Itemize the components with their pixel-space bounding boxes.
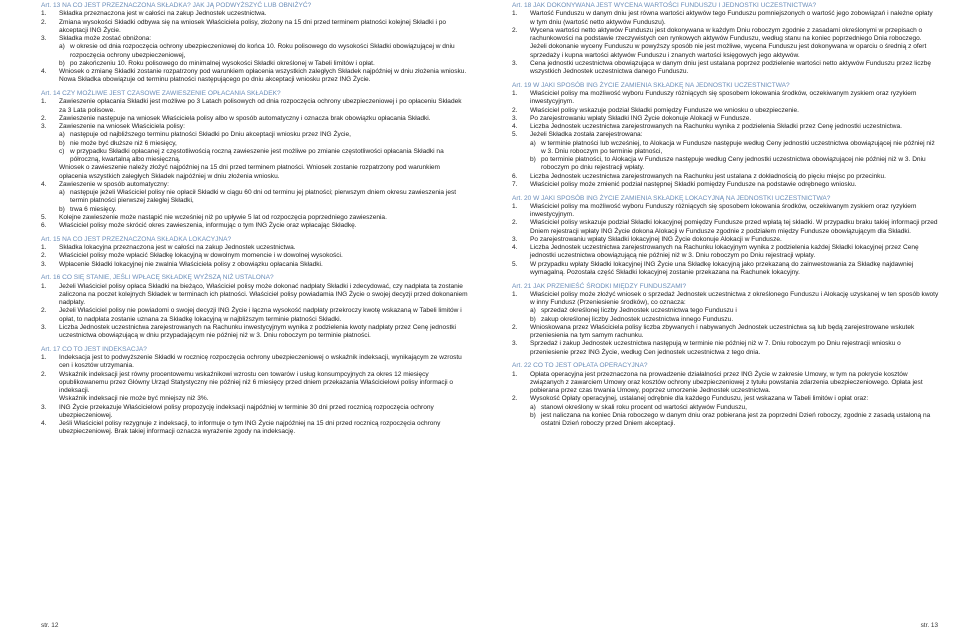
numbered-paragraph bbox=[512, 395, 939, 403]
item-number: 2. bbox=[41, 252, 47, 260]
item-text: Jeżeli Składka została zarejestrowana: bbox=[530, 131, 643, 139]
item-number: 3. bbox=[41, 260, 47, 268]
numbered-paragraph bbox=[41, 371, 468, 396]
item-text: Jeżeli Właściciel polisy opłaca Składki na bieżąco, Właściciel polisy może dokonać nadpłaty Składki i zdecydować, czy nadpłata ta zostanie zaliczona na poczet kolejnych Składek w terminach ich płatności. Właściciel polisy powiadamia ING Życie o swojej decyzji przed dokonaniem nadpłaty. bbox=[59, 282, 468, 306]
sub-item bbox=[41, 60, 468, 68]
numbered-paragraph bbox=[512, 131, 939, 139]
item-number: 1. bbox=[512, 202, 518, 210]
item-text: nie może być dłuższe niż 6 miesięcy, bbox=[70, 139, 177, 147]
item-number: 3. bbox=[512, 340, 518, 348]
item-text: Właściciel polisy ma możliwość wyboru Funduszy różniących się sposobem lokowania środków, oczekiwanym zyskiem oraz ryzykiem inwestycyjnym. bbox=[530, 202, 917, 218]
item-text: Po zarejestrowaniu wpłaty Składki lokacyjnej ING Życie dokonuje Alokacji w Fundusze. bbox=[530, 235, 782, 243]
item-number: 3. bbox=[41, 123, 47, 130]
item-number: b) bbox=[530, 411, 536, 419]
item-number: a) bbox=[59, 131, 65, 139]
item-text: Zawieszenie opłacania Składki jest możliwe po 3 Latach polisowych od dnia rozpoczęcia ochrony ubezpieczeniowej i po opłaceniu Składek za 3 Lata polisowe. bbox=[59, 98, 462, 114]
article-heading: Art. 14 CZY MOŻLIWE JEST CZASOWE ZAWIESZENIE OPŁACANIA SKŁADEK? bbox=[41, 90, 281, 97]
sub-item bbox=[512, 412, 939, 429]
item-number: b) bbox=[59, 139, 65, 147]
item-text: w terminie płatności lub wcześniej, to Alokacja w Fundusze następuje według Ceny jednostki uczestnictwa obowiązującej nie później niż w 3. Dniu roboczym po terminie płatności, bbox=[541, 139, 935, 155]
numbered-paragraph bbox=[512, 371, 939, 396]
item-number: 1. bbox=[41, 282, 47, 290]
item-text: Jeżeli Właściciel polisy nie powiadomi o swojej decyzji ING Życie i łączna wysokość nadpłaty przekroczy kwotę wskazaną w Tabeli limitów i opłat, to nadpłata zostanie uznana za Składkę lokacyjną w najbliższym terminie płatności Składki. bbox=[59, 307, 462, 323]
item-number: 2. bbox=[41, 114, 47, 122]
sub-item bbox=[512, 404, 939, 412]
item-number: 1. bbox=[512, 10, 518, 18]
numbered-paragraph bbox=[41, 222, 468, 230]
item-text: stanowi określony w skali roku procent od wartości aktywów Funduszu, bbox=[541, 403, 747, 411]
item-text: Zawieszenie na wniosek Właściciela polisy: bbox=[59, 123, 185, 130]
item-number: 2. bbox=[41, 307, 47, 315]
item-text: Zawieszenie następuje na wniosek Właściciela polisy albo w sposób automatyczny i oznacza brak obowiązku opłacania Składki. bbox=[59, 114, 431, 122]
numbered-paragraph bbox=[512, 60, 939, 77]
item-number: a) bbox=[59, 189, 65, 196]
item-text: Liczba Jednostek uczestnictwa zarejestrowanych na Rachunku lokacyjnym wynika z podzielenia każdej Składki lokacyjnej przez Cenę jednostki uczestnictwa obowiązującą nie później niż w 3. Dniu roboczym po Dniu rejestracji wpłaty. bbox=[530, 244, 919, 260]
numbered-paragraph bbox=[512, 236, 939, 244]
sub-item bbox=[41, 131, 468, 139]
item-text: Wartość Funduszu w danym dniu jest równa wartości aktywów tego Funduszu pomniejszonych o wartość jego zobowiązań i należne opłaty w tym dniu (wartość netto aktywów Funduszu). bbox=[530, 10, 933, 26]
item-text: W przypadku wpłaty Składki lokacyjnej ING Życie una Składkę lokacyjną jako przekazaną do zainwestowania za Składkę najdawniej wymagalną. Pozostała część Składki lokacyjnej zostanie przekazana na Rachunek lokacyjny. bbox=[530, 260, 914, 276]
item-text: Wysokość Opłaty operacyjnej, ustalanej odrębnie dla każdego Funduszu, jest wskazana w Tabeli limitów i opłat oraz: bbox=[530, 395, 869, 403]
numbered-paragraph bbox=[512, 27, 939, 60]
item-text: Właściciel polisy ma możliwość wyboru Funduszy różniących się sposobem lokowania środków, oczekiwanym zyskiem oraz ryzykiem inwestycyjnym. bbox=[530, 90, 917, 106]
item-number: 2. bbox=[512, 323, 518, 331]
numbered-paragraph bbox=[41, 283, 468, 308]
page-number-right: str. 13 bbox=[920, 622, 938, 629]
item-text: Właściciel polisy może wpłacić Składkę lokacyjną w dowolnym momencie i w dowolnej wysokości. bbox=[59, 252, 343, 260]
item-number: 5. bbox=[512, 260, 518, 268]
numbered-paragraph bbox=[512, 340, 939, 357]
item-text: po terminie płatności, to Alokacja w Fundusze następuje według Ceny jednostki uczestnictwa obowiązującej nie później niż w 3. Dniu roboczym po dniu rejestracji wpłaty. bbox=[541, 156, 926, 172]
numbered-paragraph bbox=[41, 123, 468, 131]
item-text: Liczba Jednostek uczestnictwa zarejestrowanych na Rachunku inwestycyjnym wynika z podzielenia kwoty nadpłaty przez Cenę jednostki uczestnictwa obowiązującą w dniu przypadającym nie później niż w 3. Dniu roboczym po terminie płatności. bbox=[59, 323, 457, 339]
article-heading: Art. 18 JAK DOKONYWANA JEST WYCENA WARTOŚCI FUNDUSZU I JEDNOSTKI UCZESTNICTWA? bbox=[512, 2, 817, 9]
item-text: Jeśli Właściciel polisy rezygnuje z indeksacji, to informuje o tym ING Życie najpóźniej na 15 dni przed rocznicą rozpoczęcia ochrony ubezpieczeniowej. Brak takiej informacji oznacza wyrażenie zgody na indeksację. bbox=[59, 420, 441, 436]
numbered-paragraph bbox=[512, 115, 939, 123]
item-text: następuje od najbliższego terminu płatności Składki po Dniu akceptacji wniosku przez ING Życie, bbox=[70, 131, 351, 139]
item-number: 2. bbox=[41, 370, 47, 378]
item-number: 1. bbox=[512, 370, 518, 378]
item-text: ING Życie przekazuje Właścicielowi polisy propozycję indeksacji najpóźniej w terminie 30 dni przed rocznicą rozpoczęcia ochrony ubezpieczeniowej. bbox=[59, 403, 434, 419]
item-number: 4. bbox=[41, 420, 47, 427]
numbered-paragraph bbox=[512, 10, 939, 27]
item-number: a) bbox=[530, 307, 536, 315]
numbered-paragraph bbox=[512, 173, 939, 181]
numbered-paragraph bbox=[512, 219, 939, 236]
sub-item bbox=[512, 307, 939, 315]
article-heading: Art. 16 CO SIĘ STANIE, JEŚLI WPŁACĘ SKŁADKĘ WYŻSZĄ NIŻ USTALONA? bbox=[41, 274, 274, 282]
item-number: 1. bbox=[41, 98, 47, 106]
numbered-paragraph bbox=[512, 181, 939, 189]
numbered-paragraph bbox=[41, 307, 468, 324]
numbered-paragraph bbox=[41, 261, 468, 269]
item-text: Wskaźnik indeksacji jest równy procentowemu wskaźnikowi wzrostu cen towarów i usług konsumpcyjnych za okres 12 miesięcy opublikowanemu przez Główny Urząd Statystyczny nie później niż 6 miesięcy przed dniem przekazania Właścicielowi polisy informacji o indeksacji. bbox=[59, 370, 454, 394]
numbered-paragraph bbox=[41, 324, 468, 341]
sub-item bbox=[512, 156, 939, 173]
numbered-paragraph bbox=[41, 19, 468, 36]
numbered-paragraph bbox=[41, 181, 468, 189]
numbered-paragraph bbox=[41, 115, 468, 123]
numbered-paragraph bbox=[512, 107, 939, 115]
item-text: Składka lokacyjna przeznaczona jest w całości na zakup Jednostek uczestnictwa. bbox=[59, 244, 296, 251]
item-text: po zakończeniu 10. Roku polisowego do minimalnej wysokości Składki określonej w Tabeli limitów i opłat. bbox=[70, 59, 375, 67]
sub-item bbox=[512, 140, 939, 157]
numbered-paragraph bbox=[41, 214, 468, 222]
article-heading: Art. 22 CO TO JEST OPŁATA OPERACYJNA? bbox=[512, 362, 648, 370]
paragraph-text: Wskaźnik indeksacji nie może być mniejszy niż 3%. bbox=[59, 395, 209, 403]
item-text: Zawieszenie w sposób automatyczny: bbox=[59, 180, 169, 188]
item-number: a) bbox=[530, 403, 536, 411]
item-text: Indeksacja jest to podwyższenie Składki w rocznicę rozpoczęcia ochrony ubezpieczeniowej o wskaźnik indeksacji, wynikającym ze wzrostu cen i kosztów utrzymania. bbox=[59, 354, 462, 370]
numbered-paragraph bbox=[41, 244, 468, 252]
numbered-paragraph bbox=[512, 291, 939, 308]
item-number: 3. bbox=[512, 235, 518, 243]
item-number: 3. bbox=[512, 114, 518, 122]
item-number: b) bbox=[59, 59, 65, 67]
sub-item bbox=[41, 140, 468, 148]
numbered-paragraph bbox=[512, 261, 939, 278]
article-heading: Art. 20 W JAKI SPOSÓB ING ŻYCIE ZAMIENIA SKŁADKĘ LOKACYJNĄ NA JEDNOSTKI UCZESTNICTWA? bbox=[512, 194, 831, 202]
item-number: 1. bbox=[41, 10, 47, 18]
item-text: Właściciel polisy może skrócić okres zawieszenia, informując o tym ING Życie oraz wpłacając Składkę. bbox=[59, 222, 357, 229]
numbered-paragraph bbox=[41, 68, 468, 85]
item-number: 4. bbox=[41, 180, 47, 188]
item-number: 1. bbox=[512, 290, 518, 298]
item-text: Po zarejestrowaniu wpłaty Składki ING Życie dokonuje Alokacji w Fundusze. bbox=[530, 114, 752, 122]
numbered-paragraph bbox=[512, 90, 939, 107]
sub-item bbox=[512, 316, 939, 324]
item-text: Składka przeznaczona jest w całości na zakup Jednostek uczestnictwa. bbox=[59, 10, 267, 18]
item-number: 1. bbox=[512, 90, 518, 97]
article-heading: Art. 21 JAK PRZENIEŚĆ ŚRODKI MIĘDZY FUNDUSZAMI? bbox=[512, 282, 687, 290]
item-text: w przypadku Składki opłacanej z częstotliwością roczną zawieszenie jest możliwe po zmianie częstotliwości opłacania Składki na półroczną, kwartalną albo miesięczną. bbox=[70, 147, 444, 163]
item-number: 5. bbox=[512, 131, 518, 139]
article-heading: Art. 13 NA CO JEST PRZEZNACZONA SKŁADKA? JAK JĄ PODWYŻSZYĆ LUB OBNIŻYĆ? bbox=[41, 2, 312, 9]
item-text: w okresie od dnia rozpoczęcia ochrony ubezpieczeniowej do końca 10. Roku polisowego do wysokości Składki obowiązującej w dniu rozpoczęcia ochrony ubezpieczeniowej, bbox=[70, 43, 455, 59]
numbered-paragraph bbox=[41, 420, 468, 437]
item-text: Wnioskowana przez Właściciela polisy liczba zbywanych i nabywanych Jednostek uczestnictwa są lub będą zarejestrowane wskutek przeniesienia na tym samym rachunku. bbox=[530, 323, 915, 339]
sub-item bbox=[41, 43, 468, 60]
item-text: Cena jednostki uczestnictwa obowiązująca w danym dniu jest ustalana poprzez podzielenie wartości netto aktywów Funduszu przez liczbę wszystkich Jednostek uczestnictwa danego Funduszu. bbox=[530, 59, 932, 75]
item-number: 3. bbox=[512, 59, 518, 67]
item-number: 7. bbox=[512, 180, 518, 188]
item-number: 2. bbox=[512, 106, 518, 114]
numbered-paragraph bbox=[512, 203, 939, 220]
item-text: Właściciel polisy wskazuje podział Składki pomiędzy Fundusze we wniosku o ubezpieczenie. bbox=[530, 106, 799, 114]
item-number: 3. bbox=[41, 35, 47, 42]
item-text: Wycena wartości netto aktywów Funduszu jest dokonywana w każdym Dniu roboczym zgodnie z zasadami określonymi w przepisach o rachunkowości na podstawie rzeczywistych cen rynkowych aktywów Funduszu, według stanu na koniec poprzedniego Dnia roboczego. Jeżeli dokonanie wyceny Funduszu w powyższy sposób nie jest możliwe, wycena Funduszu jest dokonywana w oparciu o średnią z ofert sprzedaży i kupna wartości aktywów Funduszu i znanych wartości księgowych jego aktywów. bbox=[530, 26, 927, 59]
item-number: 3. bbox=[41, 323, 47, 331]
item-number: b) bbox=[530, 315, 536, 323]
item-number: 2. bbox=[512, 395, 518, 403]
numbered-paragraph bbox=[41, 10, 468, 18]
item-text: Właściciel polisy wskazuje podział Składki lokacyjnej pomiędzy Fundusze przed wpłatą tej składki. W przypadku braku takiej informacji przed Dniem rejestracji wpłaty ING Życie dokona Alokacji w Fundusze zgodnie z podziałem między Fundusze obowiązującym dla Składki. bbox=[530, 219, 938, 235]
item-number: a) bbox=[530, 139, 536, 147]
item-text: trwa 6 miesięcy. bbox=[70, 205, 117, 213]
item-number: b) bbox=[530, 156, 536, 163]
sub-item bbox=[41, 189, 468, 206]
article-heading: Art. 17 CO TO JEST INDEKSACJA? bbox=[41, 345, 147, 353]
item-text: Składka może zostać obniżona: bbox=[59, 35, 152, 42]
item-text: Sprzedaż i zakup Jednostek uczestnictwa następują w terminie nie później niż w 7. Dniu roboczym po Dniu rejestracji wniosku o przeniesienie przez ING Życie, według Cen jednostek uczestnictwa z tego dnia. bbox=[530, 340, 901, 356]
item-text: Liczba Jednostek uczestnictwa zarejestrowanych na Rachunku jest ustalana z dokładnością do pięciu miejsc po przecinku. bbox=[530, 172, 886, 180]
sub-item bbox=[41, 148, 468, 165]
numbered-paragraph bbox=[512, 324, 939, 341]
item-number: 6. bbox=[41, 222, 47, 229]
numbered-paragraph bbox=[41, 35, 468, 43]
paragraph-text: Wniosek o zawieszenie należy złożyć najpóźniej na 15 dni przed terminem płatności. Wniosek zostanie rozpatrzony pod warunkiem opłacenia wszystkich zaległych Składek najpóźniej w dniu złożenia wniosku. bbox=[59, 164, 440, 180]
item-number: 2. bbox=[41, 18, 47, 26]
page-number-left: str. 12 bbox=[41, 622, 59, 629]
item-number: 2. bbox=[512, 219, 518, 227]
item-number: 4. bbox=[512, 244, 518, 251]
item-number: 6. bbox=[512, 172, 518, 180]
item-number: b) bbox=[59, 205, 65, 213]
item-number: 1. bbox=[41, 354, 47, 361]
item-number: c) bbox=[59, 147, 65, 155]
item-text: Wpłacenie Składki lokacyjnej nie zwalnia Właściciela polisy z obowiązku opłacania Składki. bbox=[59, 260, 323, 268]
article-heading: Art. 15 NA CO JEST PRZEZNACZONA SKŁADKA LOKACYJNA? bbox=[41, 235, 232, 243]
item-text: Liczba Jednostek uczestnictwa zarejestrowanych na Rachunku wynika z podzielenia Składki przez Cenę jednostki uczestnictwa. bbox=[530, 123, 902, 130]
numbered-paragraph bbox=[41, 98, 468, 115]
numbered-paragraph bbox=[41, 252, 468, 260]
item-text: Kolejne zawieszenie może nastąpić nie wcześniej niż po upływie 5 lat od rozpoczęcia poprzedniego zawieszenia. bbox=[59, 213, 387, 221]
item-text: sprzedaż określonej liczby Jednostek uczestnictwa tego Funduszu i bbox=[541, 307, 737, 315]
item-number: 5. bbox=[41, 213, 47, 221]
item-text: Właściciel polisy może złożyć wniosek o sprzedaż Jednostek uczestnictwa z określonego Funduszu i Alokację uzyskanej w ten sposób kwoty w inny Fundusz (Przeniesienie środków), co oznacza: bbox=[530, 290, 939, 306]
numbered-paragraph bbox=[41, 354, 468, 371]
numbered-paragraph bbox=[512, 244, 939, 261]
item-number: 4. bbox=[41, 68, 47, 75]
right-column bbox=[512, 2, 939, 428]
item-number: 4. bbox=[512, 123, 518, 130]
item-number: 3. bbox=[41, 403, 47, 411]
item-number: a) bbox=[59, 43, 65, 51]
item-text: jest naliczana na koniec Dnia roboczego w danym dniu oraz pobierana jest za poprzedni Dzień roboczy, zgodnie z zasadą ustaloną na ostatni Dzień roboczy przed Dniem akceptacji. bbox=[541, 411, 931, 427]
item-text: Opłata operacyjna jest przeznaczona na prowadzenie działalności przez ING Życie w zakresie Umowy, w tym na pokrycie kosztów związanych z zawarciem Umowy oraz kosztów ochrony ubezpieczeniowej z tytułu powstania zdarzenia ubezpieczeniowego. Opłata jest pobierana przez czas trwania Umowy, poprzez umorzenie Jednostek uczestnictwa. bbox=[530, 370, 923, 394]
item-text: Właściciel polisy może zmienić podział następnej Składki pomiędzy Fundusze na podstawie odrębnego wniosku. bbox=[530, 180, 857, 188]
item-text: następuje jeżeli Właściciel polisy nie opłacił Składki w ciągu 60 dni od terminu jej płatności; pierwszym dniem okresu zawieszenia jest termin płatności pierwszej zaległej Składki, bbox=[70, 189, 457, 205]
item-text: Zmiana wysokości Składki odbywa się na wniosek Właściciela polisy, złożony na 15 dni przed terminem płatności kolejnej Składki i po akceptacji ING Życie. bbox=[59, 18, 447, 34]
item-number: 1. bbox=[41, 244, 47, 251]
item-number: 2. bbox=[512, 26, 518, 34]
sub-item bbox=[41, 206, 468, 214]
item-text: Wniosek o zmianę Składki zostanie rozpatrzony pod warunkiem opłacenia wszystkich zaległych Składek najpóźniej w dniu złożenia wniosku. Nowa Składka obowiązuje od terminu płatności następującego po dniu akceptacji wniosku przez ING Życie. bbox=[59, 68, 467, 84]
numbered-paragraph bbox=[512, 123, 939, 131]
left-column bbox=[41, 2, 468, 437]
item-text: zakup określonej liczby Jednostek uczestnictwa innego Funduszu. bbox=[541, 315, 734, 323]
numbered-paragraph bbox=[41, 404, 468, 421]
article-heading: Art. 19 W JAKI SPOSÓB ING ŻYCIE ZAMIENIA SKŁADKĘ NA JEDNOSTKI UCZESTNICTWA? bbox=[512, 81, 790, 89]
